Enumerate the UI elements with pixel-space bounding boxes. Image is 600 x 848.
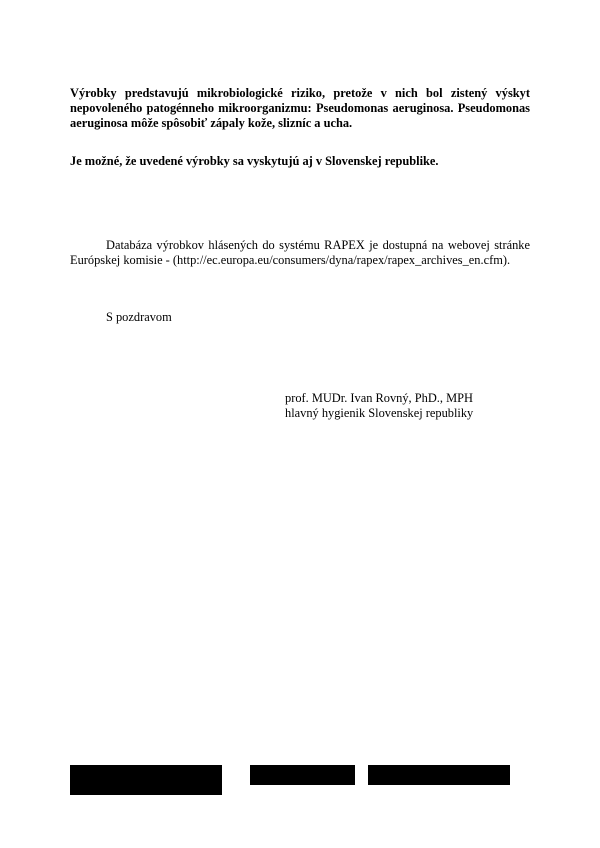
redaction-bar xyxy=(70,765,222,795)
redaction-bar xyxy=(368,765,510,785)
rapex-database-paragraph: Databáza výrobkov hlásených do systému RAPEX je dostupná na webovej stránke Európskej komisie - (http://ec.europa.eu/consumers/dyna/rapex/rapex_archives_en.cfm). xyxy=(70,238,530,267)
redaction-bar xyxy=(250,765,355,785)
signatory-title: hlavný hygienik Slovenskej republiky xyxy=(285,406,474,420)
greeting: S pozdravom xyxy=(106,310,172,324)
signature-block xyxy=(285,391,473,421)
risk-paragraph: Výrobky predstavujú mikrobiologické riziko, pretože v nich bol zistený výskyt nepovoleného patogénneho mikroorganizmu: Pseudomonas aeruginosa. Pseudomonas aeruginosa môže spôsobiť zápaly kože, slizníc a ucha. xyxy=(70,86,530,130)
signatory-name: prof. MUDr. Ivan Rovný, PhD., MPH xyxy=(285,391,473,405)
slovak-occurrence-paragraph: Je možné, že uvedené výrobky sa vyskytujú aj v Slovenskej republike. xyxy=(70,154,439,168)
